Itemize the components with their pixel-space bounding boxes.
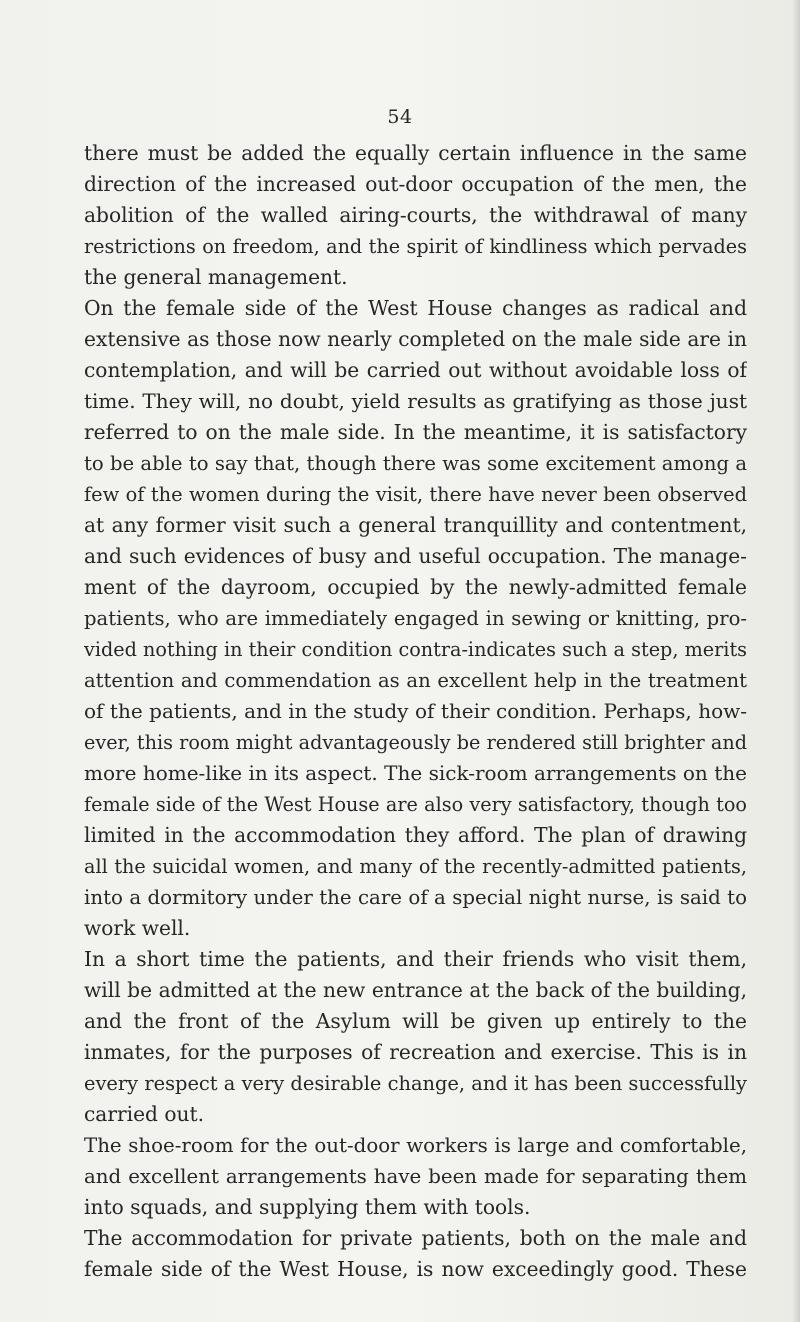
text-line: direction of the increased out-door occupation of the men, the	[84, 172, 747, 196]
text-line: The accommodation for private patients, both on the male and	[84, 1226, 747, 1250]
text-line: few of the women during the visit, there have never been observed	[84, 483, 747, 506]
text-line: and such evidences of busy and useful occupation. The manage-	[84, 544, 747, 568]
text-line: all the suicidal women, and many of the recently-admitted patients,	[84, 855, 747, 878]
text-line: of the patients, and in the study of their condition. Perhaps, how-	[84, 699, 747, 723]
text-line: to be able to say that, though there was some excitement among a	[84, 452, 747, 475]
text-line: referred to on the male side. In the meantime, it is satisfactory	[84, 420, 747, 444]
text-line: ment of the dayroom, occupied by the newly-admitted female	[84, 575, 747, 599]
text-line: work well.	[84, 916, 191, 940]
text-line: the general management.	[84, 265, 348, 289]
text-line: at any former visit such a general tranquillity and contentment,	[84, 513, 747, 537]
text-line: will be admitted at the new entrance at the back of the building,	[84, 978, 747, 1002]
text-line: restrictions on freedom, and the spirit of kindliness which pervades	[84, 235, 747, 258]
text-line: female side of the West House are also very satisfactory, though too	[84, 793, 747, 816]
text-line: extensive as those now nearly completed on the male side are in	[84, 327, 747, 351]
text-line: On the female side of the West House changes as radical and	[84, 296, 747, 320]
text-line: ever, this room might advantageously be rendered still brighter and	[84, 731, 747, 754]
text-line: abolition of the walled airing-courts, the withdrawal of many	[84, 203, 747, 227]
text-line: every respect a very desirable change, and it has been successfully	[84, 1072, 747, 1095]
text-line: into a dormitory under the care of a special night nurse, is said to	[84, 886, 747, 909]
text-line: contemplation, and will be carried out without avoidable loss of	[84, 358, 747, 382]
page-edge-shadow	[792, 0, 800, 1322]
text-line: and the front of the Asylum will be given up entirely to the	[84, 1009, 747, 1033]
text-line: vided nothing in their condition contra-indicates such a step, merits	[84, 638, 747, 661]
text-line: inmates, for the purposes of recreation and exercise. This is in	[84, 1040, 747, 1064]
text-line: In a short time the patients, and their friends who visit them,	[84, 947, 747, 971]
text-line: limited in the accommodation they afford. The plan of drawing	[84, 823, 747, 847]
text-line: into squads, and supplying them with tools.	[84, 1195, 531, 1219]
text-line: and excellent arrangements have been made for separating them	[84, 1165, 747, 1188]
text-line: more home-like in its aspect. The sick-room arrangements on the	[84, 761, 747, 785]
text-line: time. They will, no doubt, yield results as gratifying as those just	[84, 389, 747, 413]
text-line: The shoe-room for the out-door workers is large and comfortable,	[84, 1134, 747, 1157]
page-number: 54	[387, 106, 413, 128]
text-line: attention and commendation as an excellent help in the treatment	[84, 669, 747, 692]
text-line: female side of the West House, is now exceedingly good. These	[84, 1257, 747, 1281]
text-line: carried out.	[84, 1102, 205, 1126]
text-line: there must be added the equally certain influence in the same	[84, 141, 747, 165]
body-text	[84, 138, 747, 1285]
text-line: patients, who are immediately engaged in sewing or knitting, pro-	[84, 607, 747, 630]
